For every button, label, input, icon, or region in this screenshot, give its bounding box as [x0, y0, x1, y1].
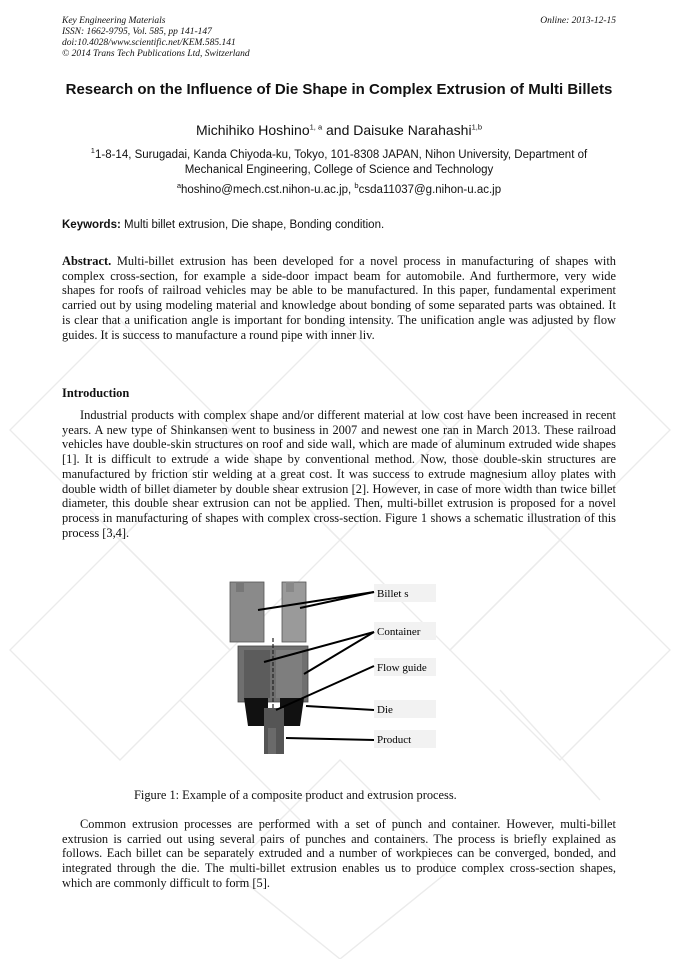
body-paragraph: Common extrusion processes are performed with a set of punch and container. However, multi-billet extrusion is carried out using several pairs of punches and containers. The process is briefly explained as follows. Each billet can be separately extruded and a number of workpieces can be converged, bonded, and integrated through the die. The multi-billet extrusion enables us to produce complex cross-section shapes, which are commonly difficult to form [5].: [62, 817, 616, 890]
emails: [62, 181, 616, 196]
label-die: Die: [377, 704, 393, 716]
email-a-sup: a: [176, 181, 182, 191]
email-b-sup: b: [354, 181, 359, 191]
author-connector: and: [322, 122, 354, 138]
keywords-text: Multi billet extrusion, Die shape, Bonding condition.: [120, 219, 385, 231]
label-flow-guide: Flow guide: [377, 662, 427, 674]
journal-name: Key Engineering Materials: [62, 16, 166, 26]
online-date: Online: 2013-12-15: [540, 16, 616, 26]
doi: doi:10.4028/www.scientific.net/KEM.585.141: [62, 38, 236, 48]
affiliation-text: 1-8-14, Surugadai, Kanda Chiyoda-ku, Tokyo, 101-8308 JAPAN, Nihon University, Department of Mechanical Engineering, College of Science and Technology: [94, 149, 588, 176]
keywords-label: Keywords:: [62, 219, 121, 231]
figure-1-schematic: [224, 578, 440, 758]
figure-1-caption: Figure 1: Example of a composite product and extrusion process.: [134, 788, 457, 802]
author-1: Michihiko Hoshino: [196, 122, 310, 138]
introduction-text: Industrial products with complex shape and/or different material at low cost have been increased in recent years. A new type of Shinkansen went to business in 2007 and newest one ran in March 2013. These railroad vehicles have double-skin structures on roof and side wall, which are made of aluminum extruded wide shapes [1]. It is difficult to extrude a wide shape by conventional method. Now, those double-skin structures are manufactured by friction stir welding at a great cost. It was success to extrude magnesium alloy plates with double width of billet diameter by double shear extrusion [2]. However, in case of more width than twice billet diameter, this double shear extrusion can not be applied. Then, multi-billet extrusion is proposed for a novel process in manufacturing of shapes with complex cross-section. Figure 1 shows a schematic illustration of this process [3,4].: [62, 408, 616, 540]
paper-title: Research on the Influence of Die Shape in Complex Extrusion of Multi Billets: [65, 81, 613, 98]
author-2: Daisuke Narahashi: [353, 122, 472, 138]
keywords: [62, 219, 616, 231]
label-billets: Billet s: [377, 588, 409, 600]
billet-left: [230, 582, 264, 642]
abstract: [62, 254, 616, 342]
author-1-affil: 1, a: [309, 122, 323, 132]
abstract-text: Multi-billet extrusion has been developed for a novel process in manufacturing of shapes with complex cross-section, for example a side-door impact beam for automobile. And furthermore, very wide shapes for roofs of railroad vehicles may be able to be manufactured. In this paper, fundamental experiment carried out by using modeling material and knowledge about bonding of some separated parts was obtained. It is clear that a unification angle is important for bonding intensity. The unification angle was adjusted by flow guides. It is success to manufacture a round pipe with inner liv.: [62, 254, 616, 342]
label-container: Container: [377, 626, 421, 638]
email-a: hoshino@mech.cst.nihon-u.ac.jp,: [181, 184, 355, 196]
authors: [62, 122, 616, 138]
issn: ISSN: 1662-9795, Vol. 585, pp 141-147: [62, 27, 212, 37]
label-product: Product: [377, 734, 412, 746]
copyright: © 2014 Trans Tech Publications Ltd, Switzerland: [62, 49, 250, 59]
introduction-heading: Introduction: [62, 386, 130, 400]
email-b: csda11037@g.nihon-u.ac.jp: [358, 184, 502, 196]
affiliation-sup: 1: [90, 146, 95, 156]
affiliation: [62, 148, 616, 178]
author-2-affil: 1,b: [471, 122, 482, 132]
journal-header: [62, 16, 616, 60]
abstract-label: Abstract.: [62, 254, 112, 268]
